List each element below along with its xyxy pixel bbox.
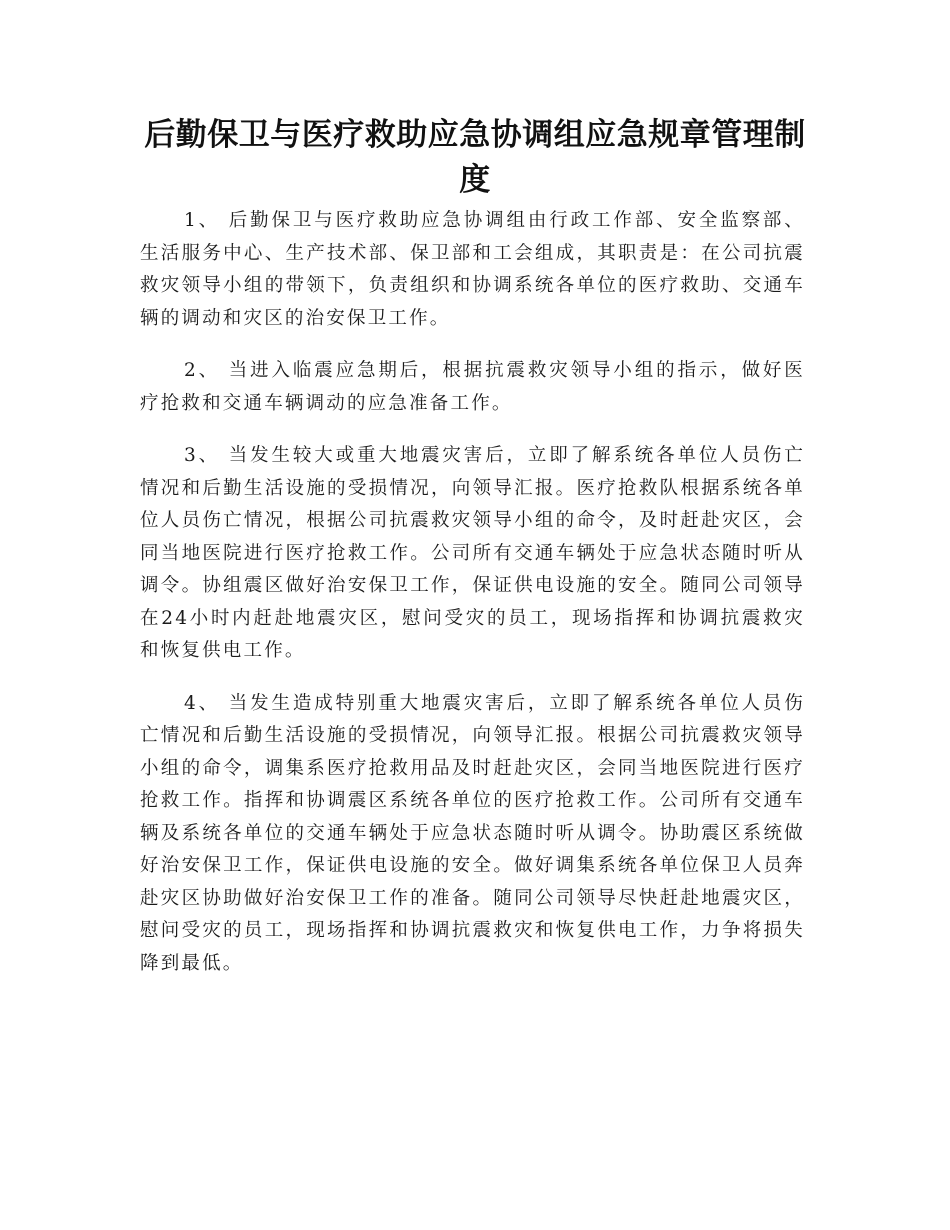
- paragraph-3: 3、 当发生较大或重大地震灾害后，立即了解系统各单位人员伤亡情况和后勤生活设施的受损情况，向领导汇报。医疗抢救队根据系统各单位人员伤亡情况，根据公司抗震救灾领导小组的命令，及时赶赴灾区，会同当地医院进行医疗抢救工作。公司所有交通车辆处于应急状态随时听从调令。协组震区做好治安保卫工作，保证供电设施的安全。随同公司领导在24小时内赶赴地震灾区，慰问受灾的员工，现场指挥和协调抗震救灾和恢复供电工作。: [140, 445, 805, 661]
- paragraph-4: 4、 当发生造成特别重大地震灾害后，立即了解系统各单位人员伤亡情况和后勤生活设施的受损情况，向领导汇报。根据公司抗震救灾领导小组的命令，调集系医疗抢救用品及时赶赴灾区，会同当地医院进行医疗抢救工作。指挥和协调震区系统各单位的医疗抢救工作。公司所有交通车辆及系统各单位的交通车辆处于应急状态随时听从调令。协助震区系统做好治安保卫工作，保证供电设施的安全。做好调集系统各单位保卫人员奔赴灾区协助做好治安保卫工作的准备。随同公司领导尽快赶赴地震灾区，慰问受灾的员工，现场指挥和协调抗震救灾和恢复供电工作，力争将损失降到最低。: [140, 692, 805, 974]
- document-body: [140, 205, 805, 1000]
- paragraph-2: 2、 当进入临震应急期后，根据抗震救灾领导小组的指示，做好医疗抢救和交通车辆调动的应急准备工作。: [140, 360, 805, 414]
- document-title: 后勤保卫与医疗救助应急协调组应急规章管理制度: [144, 117, 806, 198]
- paragraph-1: 1、 后勤保卫与医疗救助应急协调组由行政工作部、安全监察部、生活服务中心、生产技术部、保卫部和工会组成，其职责是：在公司抗震救灾领导小组的带领下，负责组织和协调系统各单位的医疗救助、交通车辆的调动和灾区的治安保卫工作。: [140, 210, 805, 329]
